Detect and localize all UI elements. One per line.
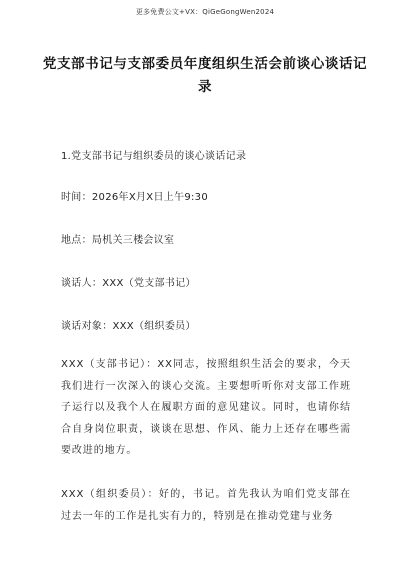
section-heading: 1.党支部书记与组织委员的谈心谈话记录 bbox=[61, 151, 247, 162]
dialogue-paragraph-secretary: XXX（支部书记）：XX同志，按照组织生活会的要求，今天我们进行一次深入的谈心交流。主要想听听你对支部工作班子运行以及我个人在履职方面的意见建议。同时，也请你结合自身岗位职责，谈谈在思想、作风、能力上还存在哪些需要改进的地方。 bbox=[61, 359, 351, 456]
dialogue-paragraph-committee-member: XXX（组织委员）：好的，书记。首先我认为咱们党支部在过去一年的工作是扎实有力的，特别是在推动党建与业务 bbox=[61, 489, 351, 522]
interviewee-line: 谈话对象：XXX（组织委员） bbox=[61, 321, 196, 332]
speaker-line: 谈话人：XXX（党支部书记） bbox=[61, 278, 196, 289]
document-title: 党支部书记与支部委员年度组织生活会前谈心谈话记录 bbox=[42, 56, 368, 95]
meeting-time: 时间：2026年X月X日上午9:30 bbox=[61, 192, 209, 203]
meeting-location: 地点：局机关三楼会议室 bbox=[61, 235, 175, 246]
page-header-promo: 更多免费公文+VX：QiGeGongWen2024 bbox=[135, 8, 275, 16]
